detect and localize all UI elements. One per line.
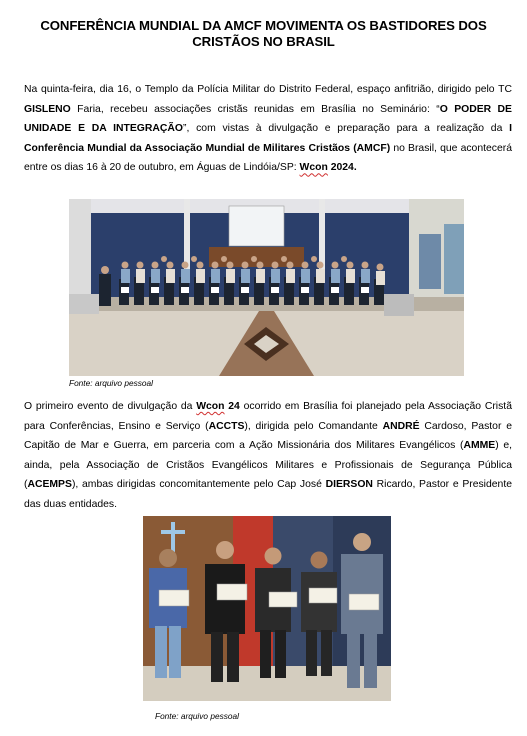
paragraph-2: O primeiro evento de divulgação da Wcon 24 ocorrido em Brasília foi planejado pela Associação Cristã para Conferências, Ensino e Serviço (ACCTS), dirigida pelo Comandante ANDRÉ Cardoso, Pastor e Capitão de Mar e Guerra, em parceria com a Ação Missionária dos Militares Evangélicos (AMME) e, ainda, pela Associação de Cristãos Evangélicos Militares e Profissionais de Segurança Pública (ACEMPS), ambas dirigidas concomitantemente pelo Cap José DIERSON Ricardo, Pastor e Presidente das duas entidades.	[24, 401, 512, 510]
article-title: CONFERÊNCIA MUNDIAL DA AMCF MOVIMENTA OS BASTIDORES DOS CRISTÃOS NO BRASIL	[40, 18, 487, 49]
photo-caption-2: Fonte: arquivo pessoal	[155, 711, 239, 721]
paragraph-1: Na quinta-feira, dia 16, o Templo da Polícia Militar do Distrito Federal, espaço anfitrião, dirigido pelo TC GISLENO Faria, recebeu associações cristãs reunidas em Brasília no Seminário: “O PODER DE UNIDADE E DA INTEGRAÇÃO”, com vistas à divulgação e preparação para a realização da I Conferência Mundial da Associação Mundial de Militares Cristãos (AMCF) no Brasil, que acontecerá entre os dias 16 à 20 de outubro, em Águas de Lindóia/SP: Wcon 2024.	[24, 84, 512, 174]
group-photo-five-men	[143, 516, 391, 701]
photo-caption-1: Fonte: arquivo pessoal	[69, 378, 153, 388]
group-photo-auditorium	[69, 199, 464, 376]
